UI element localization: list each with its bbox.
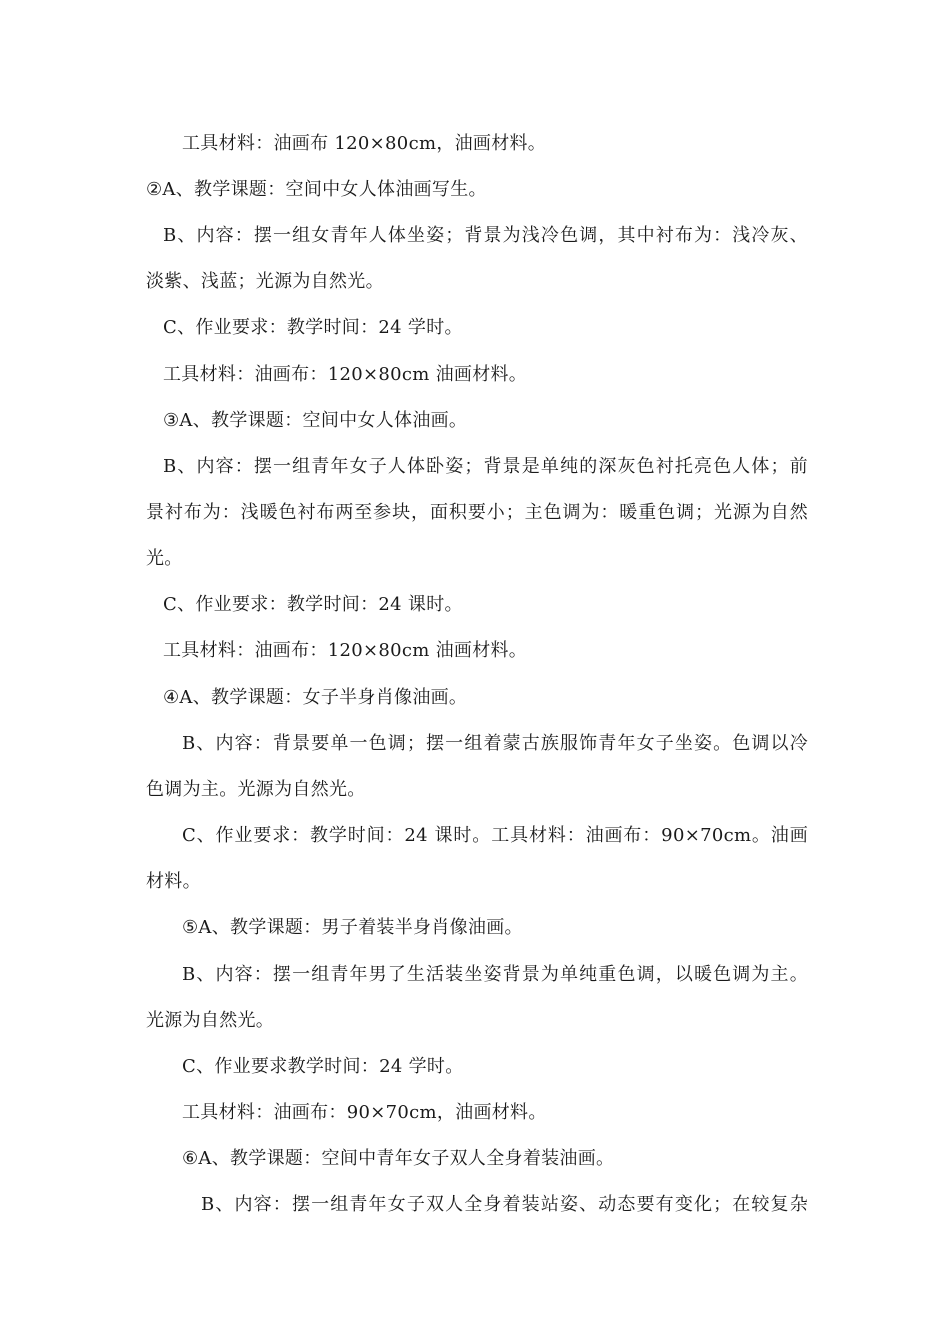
text-line: 工具材料：油画布：120×80cm 油画材料。 (163, 640, 528, 661)
text-line: B、内容：摆一组青年女子双人全身着装站姿、动态要有变化；在较复杂 (201, 1194, 808, 1215)
text-line: 工具材料：油画布：120×80cm 油画材料。 (163, 364, 528, 385)
text-line: 工具材料：油画布：90×70cm，油画材料。 (182, 1102, 547, 1123)
text-line: C、作业要求教学时间：24 学时。 (182, 1056, 464, 1077)
text-line: B、内容：摆一组青年女子人体卧姿；背景是单纯的深灰色衬托亮色人体；前 (163, 456, 808, 477)
text-line: 光源为自然光。 (146, 1010, 275, 1031)
text-line: 材料。 (146, 871, 201, 892)
text-line: 淡紫、浅蓝；光源为自然光。 (146, 271, 384, 292)
text-line: C、作业要求：教学时间：24 课时。工具材料：油画布：90×70cm。油画 (182, 825, 808, 846)
text-line: 色调为主。光源为自然光。 (146, 779, 366, 800)
text-line: ⑥A、教学课题：空间中青年女子双人全身着装油画。 (182, 1148, 615, 1169)
text-line: ④A、教学课题：女子半身肖像油画。 (163, 687, 468, 708)
text-line: C、作业要求：教学时间：24 学时。 (163, 317, 463, 338)
text-line: ③A、教学课题：空间中女人体油画。 (163, 410, 468, 431)
text-line: B、内容：摆一组青年男了生活装坐姿背景为单纯重色调，以暖色调为主。 (182, 964, 808, 985)
text-line: 工具材料：油画布 120×80cm，油画材料。 (182, 133, 547, 154)
text-line: B、内容：摆一组女青年人体坐姿；背景为浅冷色调，其中衬布为：浅冷灰、 (163, 225, 808, 246)
text-line: B、内容：背景要单一色调；摆一组着蒙古族服饰青年女子坐姿。色调以冷 (182, 733, 808, 754)
text-line: ⑤A、教学课题：男子着装半身肖像油画。 (182, 917, 523, 938)
text-line: C、作业要求：教学时间：24 课时。 (163, 594, 463, 615)
text-line: 景衬布为：浅暖色衬布两至参块，面积要小；主色调为：暖重色调；光源为自然 (146, 502, 808, 523)
text-line: 光。 (146, 548, 183, 569)
text-line: ②A、教学课题：空间中女人体油画写生。 (146, 179, 487, 200)
